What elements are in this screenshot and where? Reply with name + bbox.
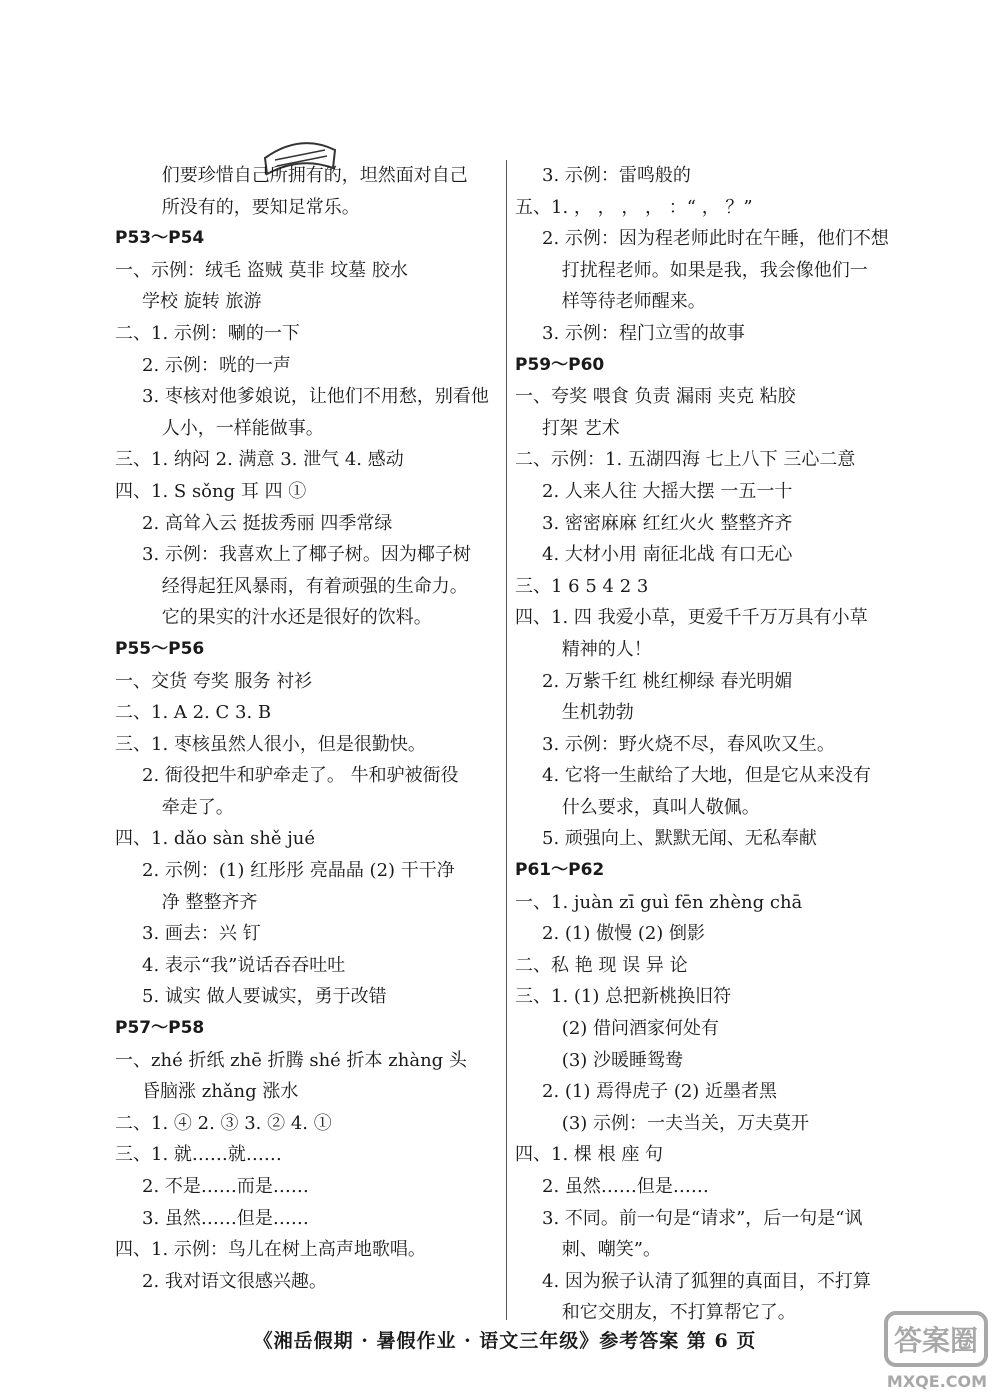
column-divider [506,160,507,1320]
answer-line: 4. 因为猴子认清了狐狸的真面目，不打算 [542,1270,871,1292]
left-column [115,160,500,1297]
answer-line: 三、1. (1) 总把新桃换旧符 [515,986,732,1008]
answer-line: 四、1. dǎo sàn shě jué [115,828,316,850]
answer-line: 二、示例：1. 五湖四海 七上八下 三心二意 [515,449,856,471]
watermark-sub: MXQE.COM [886,1372,988,1391]
answer-line: 4. 它将一生献给了大地，但是它从来没有 [542,765,871,787]
answer-line: 和它交朋友，不打算帮它了。 [561,1302,796,1324]
answer-line: 二、私 艳 现 误 异 论 [515,954,688,976]
answer-line: 净 整整齐齐 [161,891,258,913]
answer-line: 2. 示例：因为程老师此时在午睡，他们不想 [542,228,889,250]
answer-line: 三、1. 枣核虽然人很小，但是很勤快。 [115,733,426,755]
answer-line: 2. 示例：(1) 红彤彤 亮晶晶 (2) 干干净 [142,860,455,882]
answer-line: 五、1. ， ， ， ， ：“ ， ？” [515,196,753,218]
answer-line: 3. 不同。前一句是“请求”，后一句是“讽 [542,1207,863,1229]
answer-line: 3. 画去：兴 钉 [142,923,261,945]
answer-line: 四、1. 棵 根 座 句 [515,1144,664,1166]
section-heading: P53～P54 [115,228,205,249]
answer-line: 2. (1) 焉得虎子 (2) 近墨者黑 [542,1081,778,1103]
answer-line: 精神的人！ [561,638,652,660]
answer-line: 们要珍惜自己所拥有的，坦然面对自己 [161,165,468,186]
answer-line: 3. 示例：野火烧不尽，春风吹又生。 [542,733,835,755]
answer-line: 四、1. 示例：鸟儿在树上高声地歌唱。 [115,1239,426,1261]
answer-line: 人小，一样能做事。 [161,417,324,439]
section-heading: P57～P58 [115,1018,205,1039]
answer-line: 打架 艺术 [542,417,620,439]
section-heading: P61～P62 [515,860,605,881]
answer-line: 学校 旋转 旅游 [142,291,262,313]
answer-line: 三、1. 就……就…… [115,1144,282,1166]
page-footer: 《湘岳假期 · 暑假作业 · 语文三年级》参考答案 第 6 页 [253,1330,757,1352]
answer-line: 2. 人来人往 大摇大摆 一五一十 [542,480,793,502]
answer-line: 三、1 6 5 4 2 3 [515,575,649,597]
answer-line: 经得起狂风暴雨，有着顽强的生命力。 [161,575,468,597]
answer-line: 刺、嘲笑”。 [561,1239,661,1261]
answer-line: (3) 沙暖睡鸳鸯 [561,1049,684,1071]
answer-line: 2. 我对语文很感兴趣。 [142,1270,327,1292]
section-heading: P59～P60 [515,354,605,375]
answer-line: 2. 衙役把牛和驴牵走了。 牛和驴被衙役 [142,765,459,787]
answer-line: 3. 密密麻麻 红红火火 整整齐齐 [542,512,793,534]
answer-line: 4. 表示“我”说话吞吞吐吐 [142,954,346,976]
answer-line: (3) 示例：一夫当关，万夫莫开 [561,1112,810,1134]
answer-line: 四、1. S sǒng 耳 四 ① [115,480,307,502]
answer-line: 一、夸奖 喂食 负责 漏雨 夹克 粘胶 [515,386,796,408]
answer-line: 2. 高耸入云 挺拔秀丽 四季常绿 [142,512,393,534]
answer-line: (2) 借问酒家何处有 [561,1018,720,1040]
answer-line: 什么要求，真叫人敬佩。 [561,796,760,818]
answer-line: 3. 示例：我喜欢上了椰子树。因为椰子树 [142,544,471,566]
answer-line: 昏脑涨 zhǎng 涨水 [142,1081,299,1103]
answer-line: 它的果实的汁水还是很好的饮料。 [161,607,432,629]
right-column [515,160,900,1329]
answer-line: 打扰程老师。如果是我，我会像他们一 [561,259,868,281]
section-heading: P55～P56 [115,638,205,659]
answer-line: 2. (1) 傲慢 (2) 倒影 [542,923,706,945]
answer-line: 2. 示例：咣的一声 [142,354,291,376]
answer-line: 牵走了。 [161,796,234,818]
answer-line: 二、1. A 2. C 3. B [115,702,272,724]
answer-line: 所没有的，要知足常乐。 [161,196,360,218]
answer-line: 3. 虽然……但是…… [142,1207,309,1229]
answer-line: 一、交货 夸奖 服务 衬衫 [115,670,313,692]
watermark-main: 答案圈 [893,1324,979,1357]
answer-line: 生机勃勃 [561,702,634,724]
answer-line: 一、1. juàn zī guì fēn zhèng chā [515,891,803,913]
answer-line: 3. 枣核对他爹娘说，让他们不用愁，别看他 [142,386,489,408]
answer-line: 一、zhé 折纸 zhē 折腾 shé 折本 zhàng 头 [115,1049,467,1071]
watermark-logo [880,1305,995,1395]
answer-line: 2. 不是……而是…… [142,1176,309,1197]
answer-line: 样等待老师醒来。 [561,291,706,313]
answer-line: 4. 大材小用 南征北战 有口无心 [542,544,793,566]
answer-line: 2. 虽然……但是…… [542,1176,709,1197]
answer-line: 5. 顽强向上、默默无闻、无私奉献 [542,828,817,850]
answer-line: 3. 示例：程门立雪的故事 [542,322,745,344]
answer-line: 二、1. ④ 2. ③ 3. ② 4. ① [115,1112,332,1134]
answer-line: 四、1. 四 我爱小草，更爱千千万万具有小草 [515,607,868,629]
answer-line: 3. 示例：雷鸣般的 [542,165,691,186]
answer-line: 一、示例：绒毛 盗贼 莫非 坟墓 胶水 [115,259,408,281]
answer-line: 三、1. 纳闷 2. 满意 3. 泄气 4. 感动 [115,449,404,471]
answer-line: 5. 诚实 做人要诚实，勇于改错 [142,986,387,1008]
answer-line: 二、1. 示例：唰的一下 [115,322,300,344]
answer-line: 2. 万紫千红 桃红柳绿 春光明媚 [542,670,793,692]
